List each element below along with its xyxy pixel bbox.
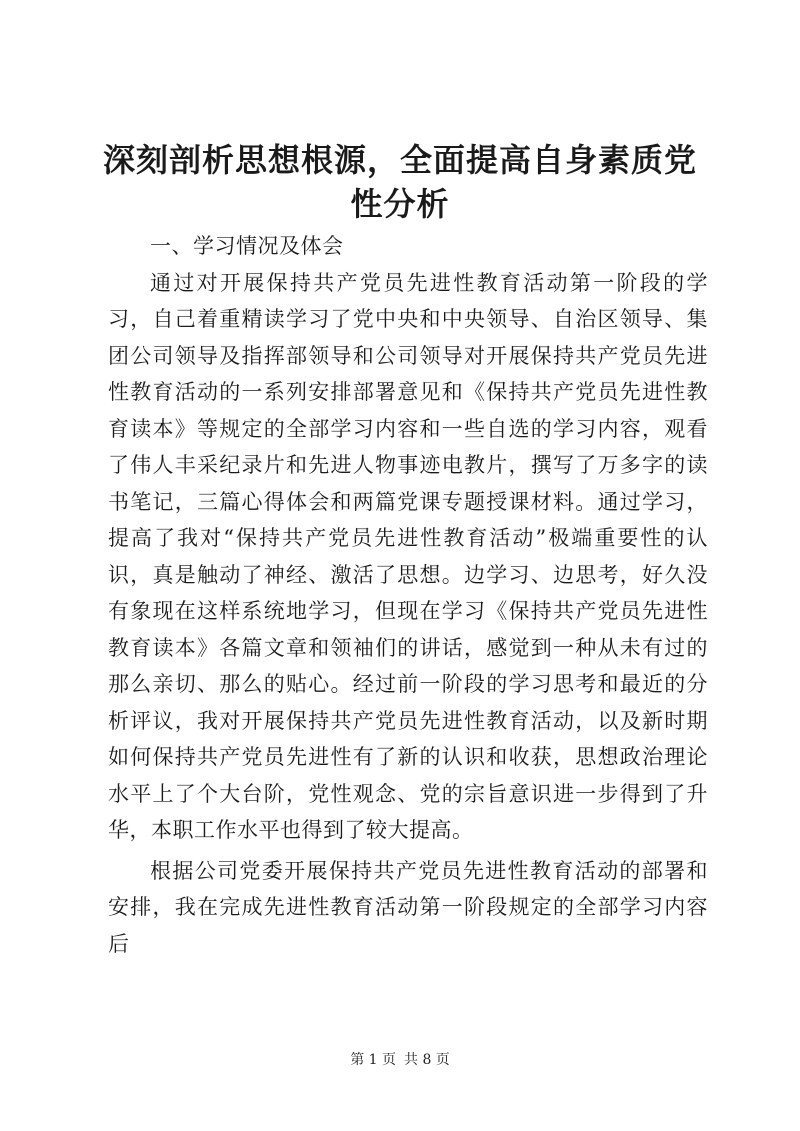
document-title: 深刻剖析思想根源，全面提高自身素质党性分析 xyxy=(102,141,697,223)
paragraph-2: 根据公司党委开展保持共产党员先进性教育活动的部署和安排，我在完成先进性教育活动第一阶段规定的全部学习内容后 xyxy=(108,858,708,956)
page-total: 共 8 页 xyxy=(404,1052,450,1068)
document-body xyxy=(108,228,708,962)
section-heading: 一、学习情况及体会 xyxy=(150,234,344,258)
paragraph-1: 通过对开展保持共产党员先进性教育活动第一阶段的学习，自己着重精读学习了党中央和中央领导、自治区领导、集团公司领导及指挥部领导和公司领导对开展保持共产党员先进性教育活动的一系列安排部署意见和《保持共产党员先进性教育读本》等规定的全部学习内容和一些自选的学习内容，观看了伟人丰采纪录片和先进人物事迹电教片，撰写了万多字的读书笔记，三篇心得体会和两篇党课专题授课材料。通过学习，提高了我对“保持共产党员先进性教育活动”极端重要性的认识，真是触动了神经、激活了思想。边学习、边思考，好久没有象现在这样系统地学习，但现在学习《保持共产党员先进性教育读本》各篇文章和领袖们的讲话，感觉到一种从未有过的那么亲切、那么的贴心。经过前一阶段的学习思考和最近的分析评议，我对开展保持共产党员先进性教育活动，以及新时期如何保持共产党员先进性有了新的认识和收获，思想政治理论水平上了个大台阶，党性观念、党的宗旨意识进一步得到了升华，本职工作水平也得到了较大提高。 xyxy=(108,270,708,842)
page-number: 第 1 页 xyxy=(350,1052,396,1068)
page-footer xyxy=(0,1050,800,1070)
